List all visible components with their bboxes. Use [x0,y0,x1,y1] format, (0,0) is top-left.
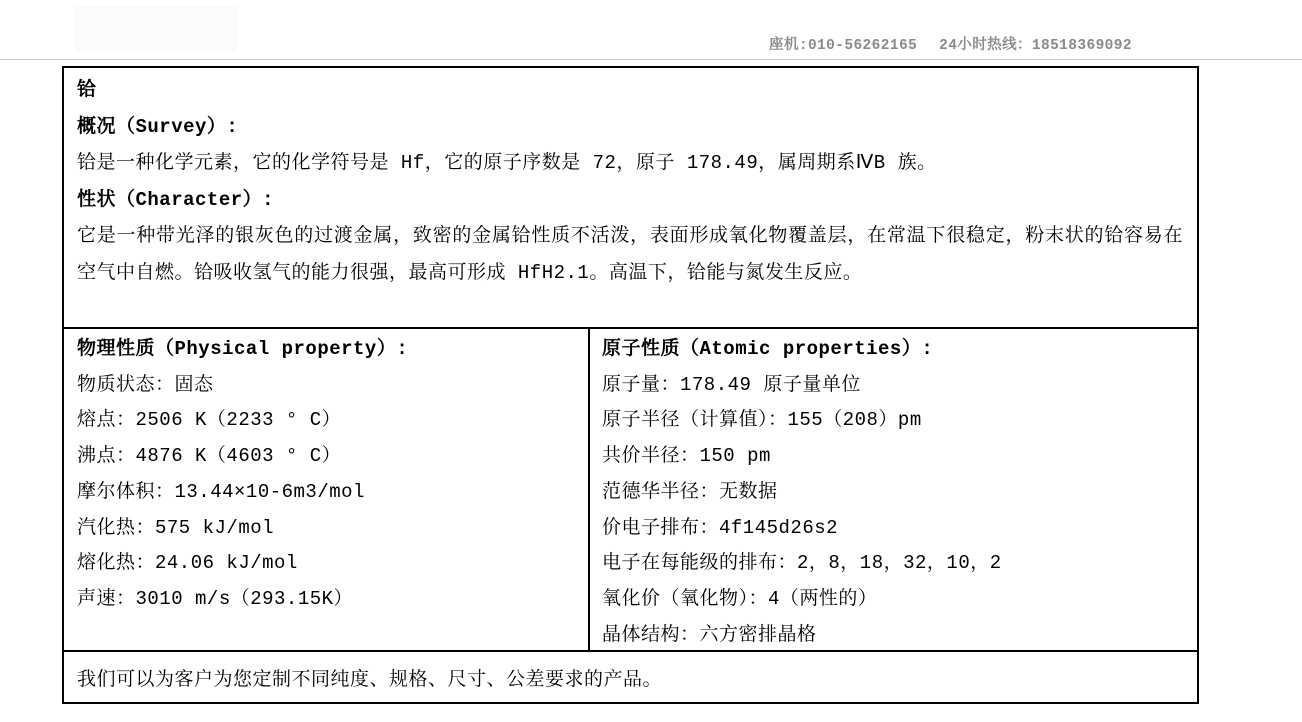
atomic-properties-cell [590,329,1197,650]
atomic-property-row: 原子半径（计算值）：155（208）pm [602,409,922,432]
physical-property-row: 摩尔体积：13.44×10-6m3/mol [77,480,365,503]
physical-property-row: 熔化热：24.06 kJ/mol [77,552,298,575]
survey-heading: 概况（Survey）: [77,115,239,138]
physical-properties-cell [64,329,590,650]
character-text: 它是一种带光泽的银灰色的过渡金属，致密的金属铪性质不活泼，表面形成氧化物覆盖层，在常温下很稳定，粉末状的铪容易在空气中自燃。铪吸收氢气的能力很强，最高可形成 HfH2.1。高温下，铪能与氮发生反应。 [77,225,1183,284]
customization-note-section [64,652,1197,702]
atomic-property-row: 共价半径：150 pm [602,445,771,468]
contact-header [769,33,1132,54]
survey-text: 铪是一种化学元素，它的化学符号是 Hf，它的原子序数是 72，原子 178.49，属周期系ⅣB 族。 [77,152,937,174]
hotline-number: 24小时热线：18518369092 [939,38,1132,54]
physical-property-row: 沸点：4876 K（4603 ° C） [77,445,342,468]
atomic-property-row: 范德华半径：无数据 [602,480,778,503]
landline-number: 座机:010-56262165 [769,38,918,54]
element-title: 铪 [77,79,97,101]
physical-properties-heading: 物理性质（Physical property）: [77,338,409,360]
character-heading: 性状（Character）: [77,188,275,211]
physical-property-row: 声速：3010 m/s（293.15K） [77,587,354,610]
properties-section [64,329,1197,652]
physical-property-row: 物质状态：固态 [77,373,214,396]
element-info-table [62,66,1199,704]
overview-section [64,68,1197,329]
physical-property-row: 熔点：2506 K（2233 ° C） [77,409,342,432]
page-top-divider [0,59,1302,60]
physical-property-row: 汽化热：575 kJ/mol [77,516,275,539]
atomic-property-row: 电子在每能级的排布：2，8，18，32，10，2 [602,552,1002,575]
company-logo [75,6,237,52]
atomic-property-row: 氧化价（氧化物）：4（两性的） [602,587,878,610]
atomic-property-row: 价电子排布：4f145d26s2 [602,516,839,539]
atomic-property-row: 原子量：178.49 原子量单位 [602,373,861,396]
atomic-properties-heading: 原子性质（Atomic properties）: [602,338,934,360]
atomic-property-row: 晶体结构：六方密排晶格 [602,623,817,646]
customization-note: 我们可以为客户为您定制不同纯度、规格、尺寸、公差要求的产品。 [77,668,663,691]
